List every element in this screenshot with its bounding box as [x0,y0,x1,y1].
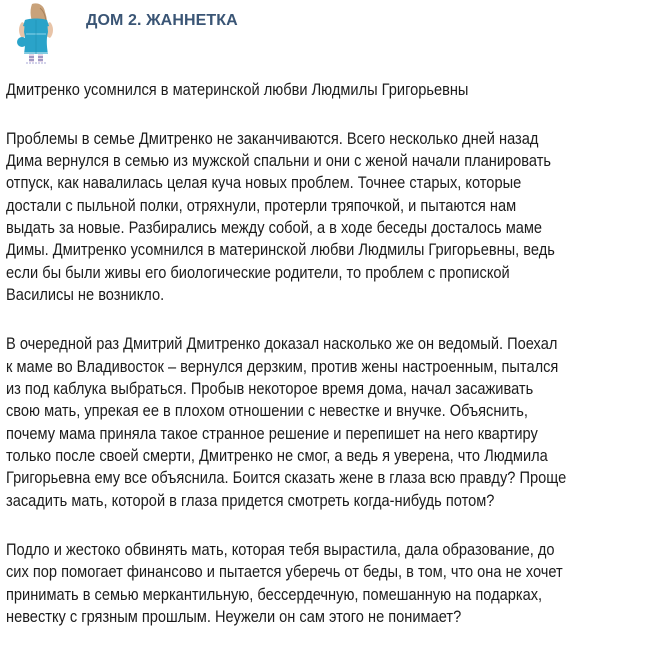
paragraph-line: Димы. Дмитренко усомнился в материнской любви Людмилы Григорьевны, ведь [6,240,555,260]
paragraph-line: принимать в семью меркантильную, бессердечную, помешанную на подарках, [6,584,543,604]
avatar-girl-icon [12,2,60,66]
paragraph-line: Дима вернулся в семью из мужской спальни и они с женой начали планировать [6,150,552,170]
paragraph-line: В очередной раз Дмитрий Дмитренко доказал насколько же он ведомый. Поехал [6,334,558,354]
paragraph-line: выдать за новые. Разбирались между собой, а в ходе беседы досталось маме [6,218,543,238]
paragraph-line: Проблемы в семье Дмитренко не заканчиваются. Всего несколько дней назад [6,128,539,148]
paragraph-line: свою мать, упрекая ее в плохом отношении с невестке и внучке. Объяснить, [6,401,528,421]
article-headline: Дмитренко усомнился в материнской любви Людмилы Григорьевны [6,80,469,99]
paragraph-line: Василисы не возникло. [6,285,165,305]
article-paragraph-3 [6,539,666,629]
article-paragraph-1 [6,128,666,307]
article-paragraph-2 [6,333,666,512]
paragraph-line: невестку с грязным прошлым. Неужели он сам этого не понимает? [6,606,462,626]
paragraph-line: только после своей смерти, Дмитренко не смог, а ведь я уверена, что Людмила [6,446,548,466]
paragraph-line: засадить мать, которой в глаза придется смотреть когда-нибудь потом? [6,490,495,510]
paragraph-line: Григорьевна ему все объяснила. Боится сказать жене в глаза всю правду? Проще [6,468,567,488]
article [6,79,666,628]
paragraph-line: Подло и жестоко обвинять мать, которая тебя вырастила, дала образование, до [6,539,555,559]
avatar[interactable] [12,2,60,66]
paragraph-line: отпуск, как навалилась целая куча новых проблем. Точнее старых, которые [6,173,522,193]
site-header [0,0,670,70]
paragraph-line: из под каблука выбраться. Пробыв некоторое время дома, начал засаживать [6,378,534,398]
site-title[interactable]: ДОМ 2. ЖАННЕТКА [86,12,238,29]
paragraph-line: достали с пыльной полки, отряхнули, протерли тряпочкой, и пытаются нам [6,195,517,215]
paragraph-line: сих пор помогает финансово и пытается уберечь от беды, в том, что она не хочет [6,562,563,582]
paragraph-line: почему мама приняла такое странное решение и перепишет на него квартиру [6,423,538,443]
paragraph-line: если бы были живы его биологические родители, то проблем с пропиской [6,262,510,282]
paragraph-line: к маме во Владивосток – вернулся дерзким, против жены настроенным, пытался [6,356,559,376]
